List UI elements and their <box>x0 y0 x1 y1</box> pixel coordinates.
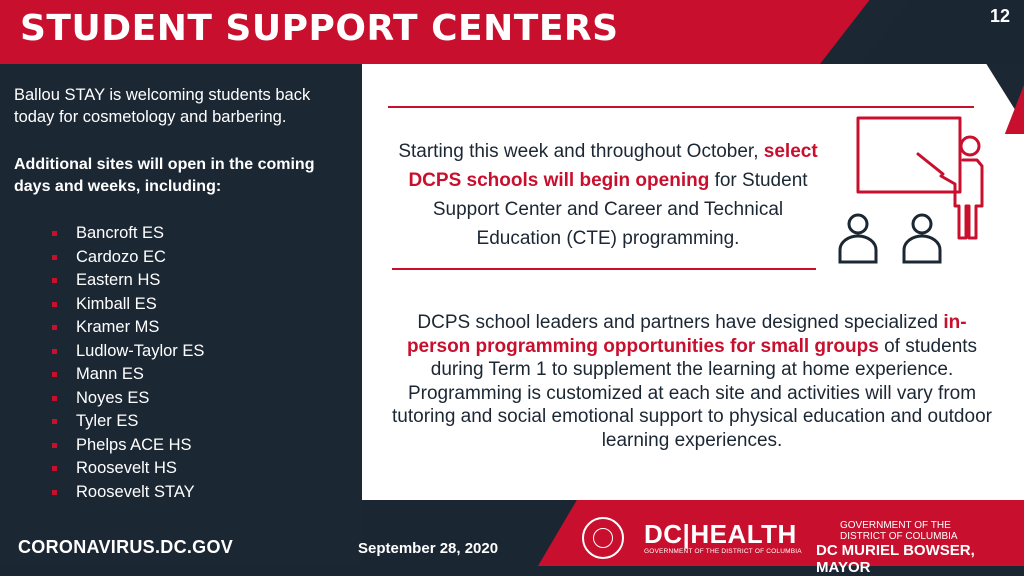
bullet-icon <box>52 466 57 471</box>
bullet-icon <box>52 325 57 330</box>
bullet-icon <box>52 443 57 448</box>
divider-top <box>388 106 974 108</box>
list-item: Kimball ES <box>52 293 204 317</box>
page-title: STUDENT SUPPORT CENTERS <box>20 8 619 49</box>
list-item: Mann ES <box>52 363 204 387</box>
bullet-icon <box>52 302 57 307</box>
page-number: 12 <box>989 6 1010 26</box>
student-icon <box>904 215 940 262</box>
website-link[interactable]: CORONAVIRUS.DC.GOV <box>18 537 234 557</box>
callout-highlight: select DCPS schools will begin opening <box>408 141 818 191</box>
list-item: Noyes ES <box>52 387 204 411</box>
intro-text: Ballou STAY is welcoming students back today for cosmetology and barbering. <box>14 86 311 126</box>
bullet-icon <box>52 278 57 283</box>
teacher-at-board-icon <box>858 118 982 238</box>
divider-bottom <box>392 268 816 270</box>
list-item: Ludlow-Taylor ES <box>52 340 204 364</box>
site-list <box>52 222 204 504</box>
student-icon <box>840 215 876 262</box>
date-label: September 28, 2020 <box>358 540 499 557</box>
callout-text: Starting this week and throughout October, select DCPS schools will begin opening for Student Support Center and Career and Technical Education (CTE) programming. <box>398 141 818 249</box>
bullet-icon <box>52 490 57 495</box>
government-logo: GOVERNMENT OF THE DISTRICT OF COLUMBIA DC MURIEL BOWSER, MAYOR <box>816 520 975 576</box>
dc-health-logo: DC|HEALTH GOVERNMENT OF THE DISTRICT OF COLUMBIA <box>644 519 802 555</box>
bullet-icon <box>52 419 57 424</box>
list-item: Eastern HS <box>52 269 204 293</box>
list-item: Cardozo EC <box>52 246 204 270</box>
program-highlight: in-person programming opportunities for small groups <box>406 312 967 357</box>
list-item: Roosevelt STAY <box>52 481 204 505</box>
dc-health-seal-icon <box>582 517 624 559</box>
bullet-icon <box>52 372 57 377</box>
bullet-icon <box>52 255 57 260</box>
list-item: Kramer MS <box>52 316 204 340</box>
list-item: Phelps ACE HS <box>52 434 204 458</box>
bullet-icon <box>52 396 57 401</box>
list-item: Tyler ES <box>52 410 204 434</box>
bullet-icon <box>52 349 57 354</box>
bullet-icon <box>52 231 57 236</box>
additional-sites-heading: Additional sites will open in the coming days and weeks, including: <box>14 156 315 195</box>
list-item: Bancroft ES <box>52 222 204 246</box>
program-description: DCPS school leaders and partners have designed specialized in-person programming opportunities for small groups of students during Term 1 to supplement the learning at home experience. Programming is customized at each site and activities will vary from tutoring and social emotional support to physical education and outdoor learning experiences. <box>392 312 992 451</box>
teacher-illustration <box>828 112 998 268</box>
list-item: Roosevelt HS <box>52 457 204 481</box>
